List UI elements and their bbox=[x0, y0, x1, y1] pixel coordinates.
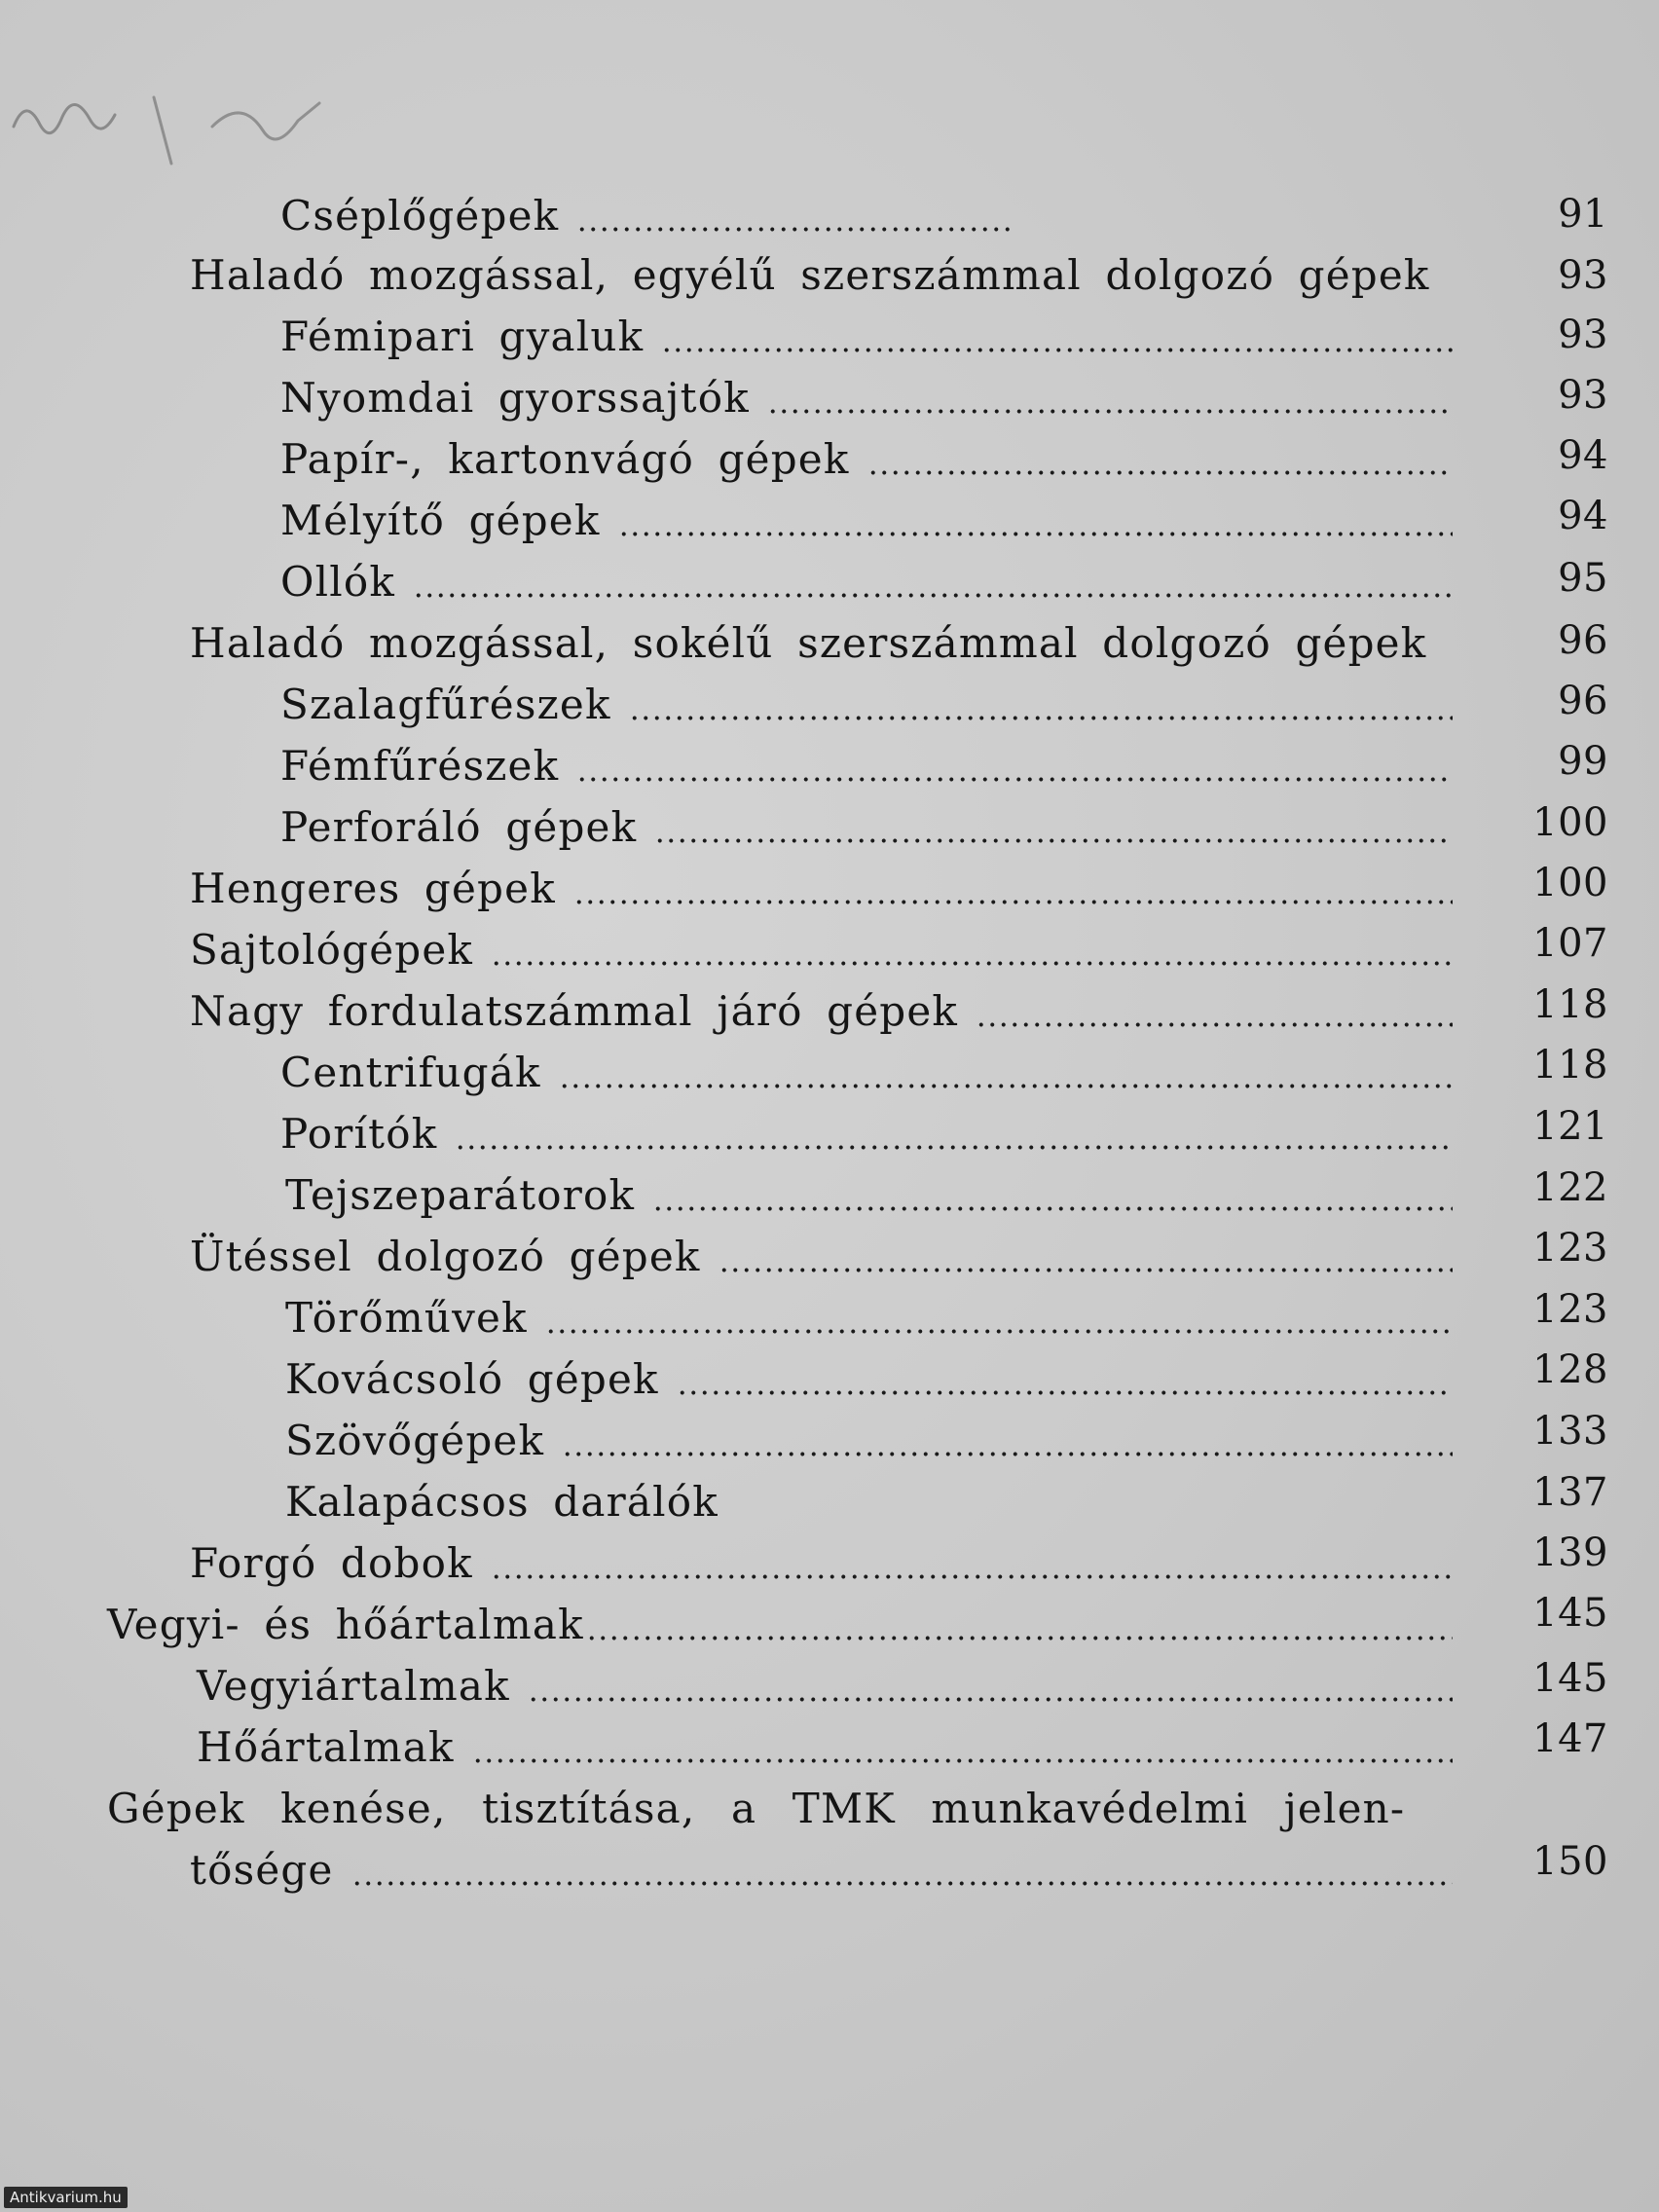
toc-entry-page: 123 bbox=[1532, 1226, 1608, 1271]
toc-entry bbox=[280, 553, 1464, 611]
toc-entry bbox=[190, 860, 1464, 918]
dot-leader bbox=[573, 900, 1453, 904]
toc-entry bbox=[280, 430, 1464, 489]
dot-leader bbox=[576, 777, 1453, 782]
toc-entry-title: Porítók bbox=[280, 1110, 438, 1158]
toc-entry-page: 128 bbox=[1532, 1347, 1608, 1392]
toc-entry-page: 121 bbox=[1532, 1104, 1608, 1149]
toc-entry-page: 123 bbox=[1532, 1287, 1608, 1332]
toc-entry-page: 145 bbox=[1532, 1656, 1608, 1701]
toc-entry-page: 99 bbox=[1558, 739, 1608, 784]
toc-entry-page: 94 bbox=[1558, 433, 1608, 478]
toc-entry-title: Hengeres gépek bbox=[190, 865, 556, 912]
toc-entry bbox=[190, 1228, 1464, 1286]
toc-entry-title: Tejszeparátorok bbox=[285, 1171, 636, 1219]
dot-leader bbox=[472, 1758, 1453, 1763]
toc-entry bbox=[280, 676, 1464, 734]
dot-leader bbox=[491, 1574, 1453, 1579]
toc-entry bbox=[285, 1350, 1464, 1409]
toc-entry-page: 100 bbox=[1532, 861, 1608, 905]
toc-entry bbox=[190, 614, 1427, 673]
dot-leader bbox=[976, 1022, 1453, 1027]
toc-entry-page: 107 bbox=[1532, 921, 1608, 966]
toc-entry bbox=[285, 1473, 1026, 1531]
toc-entry-page: 147 bbox=[1532, 1716, 1608, 1761]
toc-entry-title: Törőművek bbox=[285, 1294, 528, 1342]
dot-leader bbox=[661, 348, 1453, 352]
toc-entry-title: Vegyiártalmak bbox=[197, 1662, 510, 1710]
watermark: Antikvarium.hu bbox=[4, 2187, 128, 2208]
toc-entry-page: 122 bbox=[1532, 1165, 1608, 1210]
pencil-scribble-icon bbox=[8, 58, 358, 175]
toc-entry bbox=[280, 187, 1026, 245]
toc-entry bbox=[285, 1289, 1464, 1347]
toc-entry-title: Szövőgépek bbox=[285, 1417, 545, 1464]
toc-entry-title: Hőártalmak bbox=[197, 1723, 455, 1771]
toc-entry-page: 139 bbox=[1532, 1530, 1608, 1575]
toc-entry bbox=[190, 246, 1430, 305]
toc-entry bbox=[285, 1166, 1464, 1225]
toc-entry bbox=[285, 1412, 1464, 1470]
toc-entry-title: Centrifugák bbox=[280, 1049, 541, 1096]
toc-entry-page: 93 bbox=[1558, 373, 1608, 418]
dot-leader bbox=[413, 593, 1453, 598]
dot-leader bbox=[576, 227, 1014, 232]
toc-entry bbox=[280, 737, 1464, 795]
toc-entry-title: Ollók bbox=[280, 558, 396, 606]
toc-entry bbox=[280, 369, 1464, 427]
toc-entry bbox=[190, 982, 1464, 1041]
dot-leader bbox=[654, 838, 1453, 843]
dot-leader bbox=[1422, 1820, 1453, 1825]
toc-entry bbox=[280, 1044, 1464, 1102]
toc-entry-page: 93 bbox=[1558, 253, 1608, 298]
toc-entry bbox=[190, 921, 1464, 979]
dot-leader bbox=[719, 1268, 1453, 1272]
toc-entry-page: 91 bbox=[1558, 192, 1608, 237]
dot-leader bbox=[562, 1452, 1453, 1456]
toc-entry-title: Cséplőgépek bbox=[280, 192, 560, 240]
toc-entry-page: 118 bbox=[1532, 1043, 1608, 1088]
dot-leader bbox=[677, 1390, 1453, 1395]
dot-leader bbox=[545, 1329, 1453, 1334]
toc-entry bbox=[197, 1657, 1464, 1715]
toc-entry-title: Nagy fordulatszámmal járó gépek bbox=[190, 987, 959, 1035]
toc-entry-title: Ütéssel dolgozó gépek bbox=[190, 1233, 701, 1280]
toc-entry-page: 133 bbox=[1532, 1409, 1608, 1454]
toc-entry-title: Gépek kenése, tisztítása, a TMK munkavédelmi jelen- bbox=[107, 1785, 1406, 1832]
toc-entry-page: 150 bbox=[1532, 1839, 1608, 1884]
toc-entry-title: Vegyi- és hőártalmak bbox=[107, 1601, 584, 1648]
toc-entry-title: Kovácsoló gépek bbox=[285, 1355, 659, 1403]
dot-leader bbox=[652, 1206, 1453, 1211]
toc-entry bbox=[280, 492, 1464, 550]
toc-entry-title: Kalapácsos darálók bbox=[285, 1478, 719, 1526]
toc-entry-page: 100 bbox=[1532, 800, 1608, 845]
toc-entry bbox=[280, 308, 1464, 366]
toc-entry-title: Perforáló gépek bbox=[280, 803, 638, 851]
toc-entry bbox=[280, 798, 1464, 857]
toc-entry-title: Fémfűrészek bbox=[280, 742, 560, 790]
toc-entry-title: Sajtológépek bbox=[190, 926, 474, 974]
toc-entry bbox=[197, 1718, 1464, 1777]
dot-leader bbox=[767, 409, 1453, 414]
toc-entry-page: 96 bbox=[1558, 679, 1608, 723]
toc-entry-title: tősége bbox=[190, 1846, 334, 1894]
dot-leader bbox=[629, 716, 1453, 720]
toc-entry-title: Szalagfűrészek bbox=[280, 681, 611, 728]
toc-entry-title: Fémipari gyaluk bbox=[280, 313, 645, 360]
toc-entry-page: 137 bbox=[1532, 1470, 1608, 1515]
toc-entry-title: Haladó mozgással, sokélű szerszámmal dolgozó gépek bbox=[190, 619, 1427, 667]
dot-leader bbox=[618, 532, 1453, 536]
toc-entry bbox=[190, 1841, 1464, 1899]
toc-entry bbox=[190, 1534, 1464, 1593]
toc-entry bbox=[107, 1780, 1464, 1838]
toc-entry-page: 95 bbox=[1558, 556, 1608, 601]
toc-entry-title: Nyomdai gyorssajtók bbox=[280, 374, 750, 422]
dot-leader bbox=[528, 1697, 1453, 1702]
dot-leader bbox=[736, 1513, 1014, 1518]
toc-entry-page: 145 bbox=[1532, 1591, 1608, 1636]
toc-entry-page: 118 bbox=[1532, 982, 1608, 1027]
toc-entry-title: Forgó dobok bbox=[190, 1539, 473, 1587]
dot-leader bbox=[455, 1145, 1453, 1150]
dot-leader bbox=[586, 1636, 1453, 1641]
toc-entry-page: 96 bbox=[1558, 618, 1608, 663]
toc-entry bbox=[107, 1596, 1464, 1654]
toc-entry-title: Papír-, kartonvágó gépek bbox=[280, 435, 850, 483]
toc-entry bbox=[280, 1105, 1464, 1163]
dot-leader bbox=[351, 1881, 1453, 1886]
toc-entry-page: 94 bbox=[1558, 494, 1608, 538]
toc-entry-title: Mélyítő gépek bbox=[280, 497, 601, 544]
toc-entry-title: Haladó mozgással, egyélű szerszámmal dolgozó gépek bbox=[190, 251, 1430, 299]
toc-entry-page: 93 bbox=[1558, 313, 1608, 357]
dot-leader bbox=[867, 470, 1453, 475]
dot-leader bbox=[491, 961, 1453, 966]
dot-leader bbox=[559, 1084, 1453, 1088]
